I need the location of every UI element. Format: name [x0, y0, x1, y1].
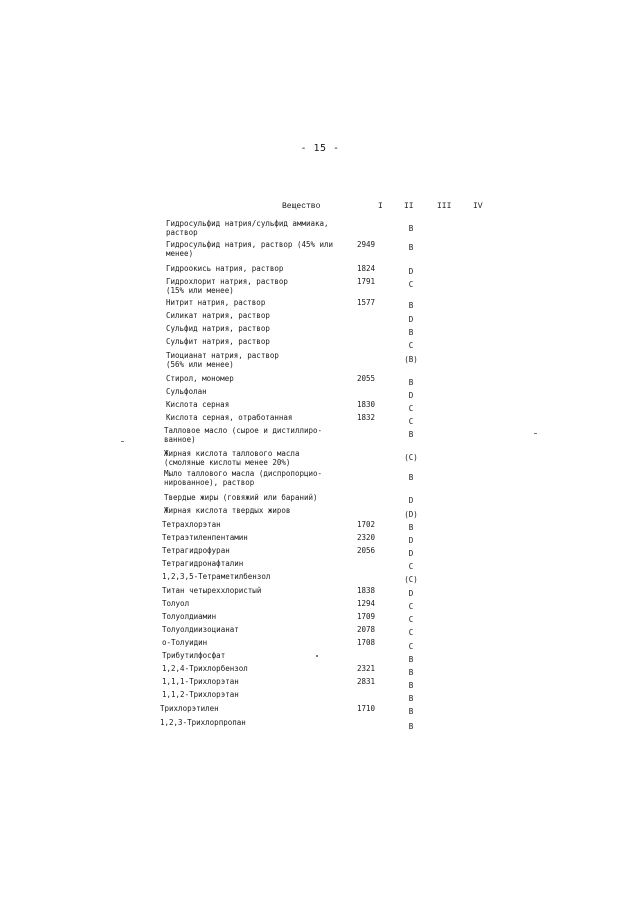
substance-name: Толуол: [162, 599, 190, 608]
un-number: 1294: [356, 599, 375, 608]
category-code: B: [408, 707, 414, 716]
substance-name: Жирная кислота таллового масла (смоляные кислоты менее 20%): [164, 449, 300, 467]
substance-name: Стирол, мономер: [166, 374, 234, 383]
category-code: B: [408, 301, 414, 310]
category-code: B: [408, 655, 414, 664]
un-number: 1838: [356, 586, 375, 595]
substance-name: Нитрит натрия, раствор: [166, 298, 266, 307]
substance-name: 1,2,3,5-Тетраметилбензол: [162, 572, 271, 581]
un-number: 2949: [356, 240, 375, 249]
header-col-3: III: [437, 202, 452, 211]
category-code: D: [408, 536, 414, 545]
category-code: D: [408, 496, 414, 505]
category-code: D: [408, 267, 414, 276]
category-code: C: [408, 642, 414, 651]
substance-name: Кислота серная, отработанная: [166, 413, 293, 422]
category-code: C: [408, 628, 414, 637]
category-code: C: [408, 280, 414, 289]
substance-name: Тиоцианат натрия, раствор (56% или менее): [166, 351, 279, 369]
substance-name: Тетраэтиленпентамин: [162, 533, 248, 542]
header-substance: Вещество: [282, 202, 321, 211]
un-number: 1832: [356, 413, 375, 422]
category-code: (B): [404, 355, 418, 364]
category-code: C: [408, 562, 414, 571]
category-code: C: [408, 341, 414, 350]
substance-name: Мыло таллового масла (диспропорцио- нированное), раствор: [164, 469, 323, 487]
substance-name: Кислота серная: [166, 400, 230, 409]
substance-name: Толуолдиамин: [162, 612, 217, 621]
substance-name: 1,2,3-Трихлорпропан: [160, 718, 246, 727]
category-code: C: [408, 602, 414, 611]
substance-name: Жирная кислота твердых жиров: [164, 506, 291, 515]
un-number: 1710: [356, 704, 375, 713]
substance-name: Гидросульфид натрия/сульфид аммиака, раствор: [166, 219, 329, 237]
category-code: B: [408, 224, 414, 233]
un-number: 2055: [356, 374, 375, 383]
un-number: 1708: [356, 638, 375, 647]
category-code: D: [408, 589, 414, 598]
substance-name: Гидроокись натрия, раствор: [166, 264, 284, 273]
category-code: B: [408, 328, 414, 337]
category-code: B: [408, 694, 414, 703]
category-code: D: [408, 549, 414, 558]
un-number: 1830: [356, 400, 375, 409]
category-code: B: [408, 473, 414, 482]
substance-name: Сульфит натрия, раствор: [166, 337, 270, 346]
substance-name: Трибутилфосфат: [162, 651, 226, 660]
substance-name: Тетрагидрофуран: [162, 546, 230, 555]
page-number: - 15 -: [300, 143, 340, 154]
header-col-4: IV: [473, 202, 483, 211]
substance-name: Тетрагидронафталин: [162, 559, 244, 568]
substance-name: о-Толуидин: [162, 638, 208, 647]
substance-name: Твердые жиры (говяжий или бараний): [164, 493, 318, 502]
un-number: 2078: [356, 625, 375, 634]
substance-name: 1,1,2-Трихлорэтан: [162, 690, 239, 699]
scan-speck: [121, 441, 124, 442]
substance-name: Сульфид натрия, раствор: [166, 324, 270, 333]
un-number: 1824: [356, 264, 375, 273]
category-code: B: [408, 243, 414, 252]
category-code: D: [408, 391, 414, 400]
un-number: 1709: [356, 612, 375, 621]
substance-name: Тетрахлорэтан: [162, 520, 221, 529]
category-code: B: [408, 668, 414, 677]
substance-name: Гидросульфид натрия, раствор (45% или менее): [166, 240, 334, 258]
category-code: B: [408, 722, 414, 731]
scan-speck: [534, 433, 537, 434]
un-number: 1577: [356, 298, 375, 307]
substance-name: 1,1,1-Трихлорэтан: [162, 677, 239, 686]
header-col-2: II: [404, 202, 414, 211]
substance-name: Толуолдиизоцианат: [162, 625, 239, 634]
un-number: 2320: [356, 533, 375, 542]
substance-name: Силикат натрия, раствор: [166, 311, 270, 320]
un-number: 1702: [356, 520, 375, 529]
header-col-1: I: [378, 202, 383, 211]
substance-name: Талловое масло (сырое и дистиллиро- ванное): [164, 426, 323, 444]
substance-name: 1,2,4-Трихлорбензол: [162, 664, 248, 673]
category-code: B: [408, 378, 414, 387]
substance-name: Титан четыреххлористый: [162, 586, 262, 595]
substance-name: Сульфолан: [166, 387, 207, 396]
scan-speck: [316, 655, 318, 657]
substance-name: Гидрохлорит натрия, раствор (15% или менее): [166, 277, 288, 295]
category-code: (C): [404, 453, 418, 462]
category-code: B: [408, 681, 414, 690]
substance-name: Трихлорэтилен: [160, 704, 219, 713]
category-code: (C): [404, 575, 418, 584]
un-number: 1791: [356, 277, 375, 286]
category-code: C: [408, 615, 414, 624]
un-number: 2056: [356, 546, 375, 555]
category-code: (D): [404, 510, 418, 519]
category-code: C: [408, 404, 414, 413]
category-code: C: [408, 417, 414, 426]
un-number: 2321: [356, 664, 375, 673]
category-code: B: [408, 523, 414, 532]
un-number: 2831: [356, 677, 375, 686]
category-code: B: [408, 430, 414, 439]
category-code: D: [408, 315, 414, 324]
